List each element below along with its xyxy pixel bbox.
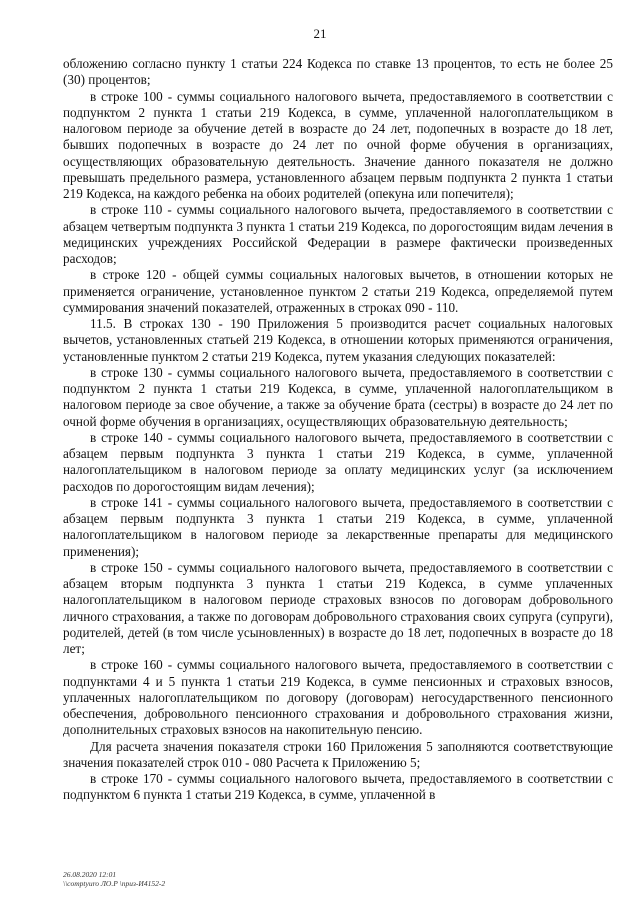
paragraph: в строке 140 - суммы социального налогового вычета, предоставляемого в соответствии с абзацем первым подпункта 3 пункта 1 статьи 219 Кодекса, в сумме, уплаченной налогоплательщиком в налоговом периоде за оплату медицинских услуг (за исключением расходов по дорогостоящим видам лечения);	[63, 429, 613, 494]
paragraph: в строке 100 - суммы социального налогового вычета, предоставляемого в соответствии с подпунктом 2 пункта 1 статьи 219 Кодекса, в сумме, уплаченной налогоплательщиком в налоговом периоде за обучение детей в возрасте до 24 лет, подопечных в возрасте до 18 лет, бывших подопечных в возрасте до 24 лет по очной форме обучения в организациях, осуществляющих образовательную деятельность. Значение данного показателя не должно превышать предельного размера, установленного абзацем первым подпункта 2 пункта 1 статьи 219 Кодекса, на каждого ребенка на обоих родителей (опекуна или попечителя);	[63, 88, 613, 201]
page-number: 21	[313, 26, 327, 41]
paragraph: в строке 110 - суммы социального налогового вычета, предоставляемого в соответствии с абзацем четвертым подпункта 3 пункта 1 статьи 219 Кодекса, по дорогостоящим видам лечения в медицинских учреждениях Российской Федерации в размере фактически произведенных расходов;	[63, 202, 613, 266]
print-footer	[63, 870, 165, 888]
paragraph: в строке 160 - суммы социального налогового вычета, предоставляемого в соответствии с подпунктами 4 и 5 пункта 1 статьи 219 Кодекса, в сумме пенсионных и страховых взносов, уплаченных налогоплательщиком по договору (договорам) негосударственного пенсионного обеспечения, добровольного пенсионного страхования и добровольного страхования жизни, дополнительных страховых взносов на накопительную пенсию.	[63, 657, 613, 738]
paragraph: обложению согласно пункту 1 статьи 224 Кодекса по ставке 13 процентов, то есть не более 25 (30) процентов;	[63, 56, 613, 88]
footer-timestamp: 26.08.2020 12:01	[63, 870, 117, 879]
paragraph: в строке 130 - суммы социального налогового вычета, предоставляемого в соответствии с подпунктом 2 пункта 1 статьи 219 Кодекса, в сумме, уплаченной налогоплательщиком в налоговом периоде за свое обучение, а также за обучение брата (сестры) в возрасте до 24 лет по очной форме обучения в организациях, осуществляющих образовательную деятельность;	[63, 364, 613, 429]
paragraph: в строке 150 - суммы социального налогового вычета, предоставляемого в соответствии с абзацем вторым подпункта 3 пункта 1 статьи 219 Кодекса, в сумме уплаченных налогоплательщиком в налоговом периоде страховых взносов по договорам добровольного личного страхования, а также по договорам добровольного страхования своих супруга (супруги), родителей, детей (в том числе усыновленных) в возрасте до 18 лет, подопечных в возрасте до 18 лет;	[63, 559, 613, 656]
paragraph: в строке 170 - суммы социального налогового вычета, предоставляемого в соответствии с подпунктом 6 пункта 1 статьи 219 Кодекса, в сумме, уплаченной в	[63, 771, 613, 803]
document-body	[63, 56, 613, 804]
paragraph: Для расчета значения показателя строки 160 Приложения 5 заполняются соответствующие значения показателей строк 010 - 080 Расчета к Приложению 5;	[63, 738, 613, 770]
paragraph: в строке 141 - суммы социального налогового вычета, предоставляемого в соответствии с абзацем первым подпункта 3 пункта 1 статьи 219 Кодекса, в сумме, уплаченной налогоплательщиком в налоговом периоде за лекарственные препараты для медицинского применения);	[63, 494, 613, 559]
paragraph: 11.5. В строках 130 - 190 Приложения 5 производится расчет социальных налоговых вычетов, установленных статьей 219 Кодекса, в отношении которых применяются ограничения, установленные пунктом 2 статьи 219 Кодекса, путем указания следующих показателей:	[63, 316, 613, 364]
footer-file-path: \\comptyuro ЛО.Р \приз-И4152-2	[63, 879, 166, 888]
paragraph: в строке 120 - общей суммы социальных налоговых вычетов, в отношении которых не применяется ограничение, установленное пунктом 2 статьи 219 Кодекса, определяемой путем суммирования значений показателей, отраженных в строках 090 - 110.	[63, 267, 613, 315]
